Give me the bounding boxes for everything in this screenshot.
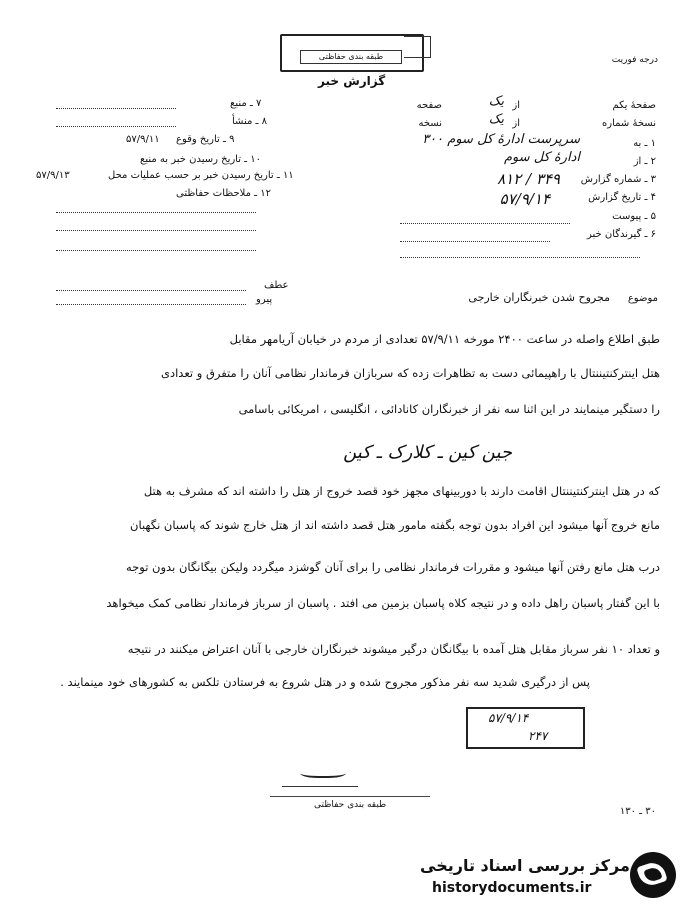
- body-line: پس از درگیری شدید سه نفر مذکور مجروح شده و در هتل شروع به فرستادن تلکس به کشورهای خود مینمایند .: [60, 675, 590, 689]
- field-event-date-value: ۵۷/۹/۱۱: [126, 134, 160, 145]
- ref-label-atf: عطف: [264, 280, 289, 291]
- ref-label-peyro: پیرو: [256, 294, 273, 305]
- field-copy-value: یک: [488, 112, 504, 127]
- archive-url: historydocuments.ir: [432, 880, 592, 896]
- field-origin-label: ۸ ـ منشأ: [232, 116, 268, 127]
- signature-caption: طبقه بندی حفاظتی: [314, 800, 387, 810]
- field-report-date-label: ۴ ـ تاریخ گزارش: [588, 192, 656, 203]
- field-source-label: ۷ ـ منبع: [230, 98, 262, 109]
- body-line: را دستگیر مینمایند در این اثنا سه نفر از خبرنگاران کانادائی ، انگلیسی ، امریکائی باسامی: [238, 402, 660, 416]
- field-from-value: ادارۀ کل سوم: [503, 150, 580, 165]
- subject-text: مجروح شدن خبرنگاران خارجی: [468, 291, 610, 304]
- field-report-date-value: ۵۷/۹/۱۴: [499, 190, 550, 208]
- recipients-dotline: [400, 241, 550, 242]
- registration-stamp-number: ۲۴۷: [528, 729, 548, 743]
- registration-stamp-date: ۵۷/۹/۱۴: [488, 711, 529, 725]
- field-page-end: صفحه: [416, 100, 442, 111]
- field-copy-of: از: [512, 118, 520, 129]
- field-arrival-ops-label: ۱۱ ـ تاریخ رسیدن خبر بر حسب عملیات محل: [108, 170, 294, 181]
- body-line: طبق اطلاع واصله در ساعت ۲۴۰۰ مورخه ۵۷/۹/۱۱ تعدادی از مردم در خیابان آریامهر مقابل: [229, 332, 660, 346]
- signature-line: [270, 796, 430, 797]
- field-to-value: سرپرست ادارۀ کل سوم ۳۰۰: [422, 132, 580, 147]
- urgency-label: درجه فوریت: [611, 55, 658, 65]
- extra-dotline-1: [400, 257, 640, 258]
- field-arrival-ops-value: ۵۷/۹/۱۳: [36, 170, 70, 181]
- page-reference: ۳۰ ـ ۱۳۰: [619, 806, 656, 817]
- body-line: و تعداد ۱۰ نفر سرباز مقابل هتل آمده با بیگانگان درگیر میشوند خبرنگاران خارجی با آنان اعتراض میکنند در نتیجه: [127, 642, 660, 656]
- field-page-label: صفحۀ یکم: [612, 100, 656, 111]
- body-line: با این گفتار پاسبان راهل داده و در نتیجه کلاه پاسبان بزمین می افتد . پاسبان از سرباز فرماندار نظامی کمک میخواهد: [106, 596, 660, 610]
- stamp-fragment: [404, 36, 431, 58]
- body-line: مانع خروج آنها میشود این افراد بدون توجه بگفته مامور هتل قصد داشته اند از هتل خارج شوند که پاسبان نگهبان: [130, 518, 660, 532]
- classification-stamp-label: طبقه بندی حفاظتی: [300, 50, 402, 64]
- body-names-handwritten: جین کین ـ کلارک ـ کین: [343, 442, 512, 463]
- field-to-label: ۱ ـ به: [633, 138, 656, 149]
- field-report-number-value: ۸۱۲ / ۳۴۹: [497, 170, 560, 188]
- report-title: گزارش خبر: [318, 74, 386, 88]
- field-page-value: یک: [488, 94, 504, 109]
- body-line: هتل اینترکنتیننتال با راهپیمائی دست به تظاهرات زده که سربازان فرماندار نظامی آنان را متفرق و تعدادی: [160, 366, 660, 380]
- field-arrival-source-label: ۱۰ ـ تاریخ رسیدن خبر به منبع: [140, 154, 262, 165]
- registration-stamp: [466, 707, 585, 749]
- field-copy-label: نسخۀ شماره: [602, 118, 656, 129]
- field-attachment-label: ۵ ـ پیوست: [612, 211, 656, 222]
- field-security-notes-label: ۱۲ ـ ملاحظات حفاظتی: [176, 188, 271, 199]
- field-report-number-label: ۳ ـ شماره گزارش: [580, 174, 656, 185]
- attachment-dotline: [400, 223, 570, 224]
- archive-name: مرکز بررسی اسناد تاریخی: [420, 856, 630, 875]
- classification-stamp: [280, 34, 424, 72]
- body-line: که در هتل اینترکنتیننتال اقامت دارند با دوربینهای مجهز خود قصد خروج از هتل را داشته اند که مشرف به هتل: [143, 484, 660, 498]
- subject-label: موضوع: [627, 293, 658, 304]
- field-copy-end: نسخه: [418, 118, 442, 129]
- archive-footer: [0, 842, 700, 913]
- field-from-label: ۲ ـ از: [633, 156, 656, 167]
- archive-logo-icon: [630, 852, 676, 898]
- field-page-of: از: [512, 100, 520, 111]
- field-recipients-label: ۶ ـ گیرندگان خبر: [586, 229, 656, 240]
- field-event-date-label: ۹ ـ تاریخ وقوع: [176, 134, 235, 145]
- body-line: درب هتل مانع رفتن آنها میشود و مقررات فرماندار نظامی را برای آنان گوشزد میگردد ولیکن بیگانگان بدون توجه: [125, 560, 660, 574]
